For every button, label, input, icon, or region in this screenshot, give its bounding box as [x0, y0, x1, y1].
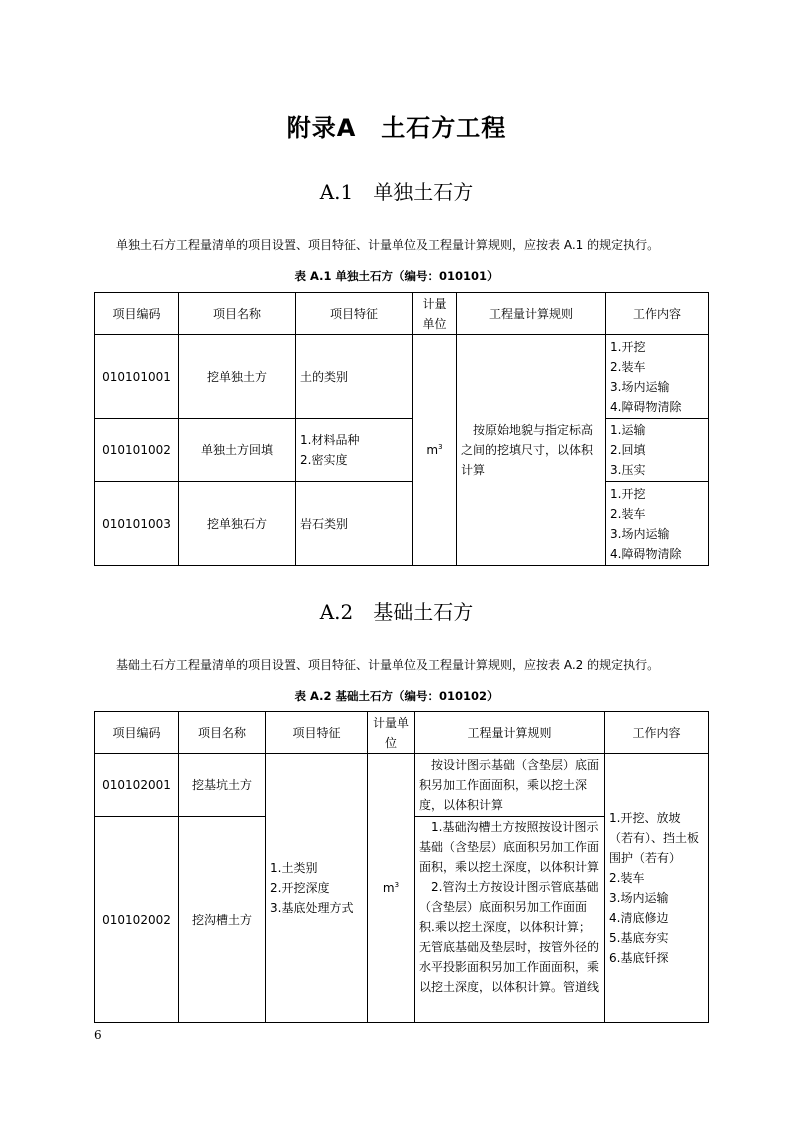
work-line: 3.场内运输	[609, 891, 669, 905]
table-a2	[94, 711, 709, 1023]
feature-line: 2.密实度	[300, 453, 348, 467]
appendix-title: 附录A 土石方工程	[286, 114, 507, 142]
header-code: 项目编码	[95, 293, 179, 335]
work-line: 3.压实	[610, 463, 646, 477]
item-features	[296, 419, 413, 482]
unit-superscript: 3	[394, 881, 400, 889]
item-features	[296, 335, 413, 419]
header-unit: 计量单位	[413, 293, 457, 335]
item-features	[266, 754, 368, 1023]
item-features	[296, 482, 413, 566]
header-work: 工作内容	[605, 712, 709, 754]
work-line: 2.装车	[610, 359, 646, 374]
work-line: 5.基底夯实	[609, 931, 669, 945]
section-a1-title: A.1 单独土石方	[319, 180, 474, 204]
table-row	[95, 419, 709, 482]
item-work	[605, 754, 709, 1023]
table-row	[95, 335, 709, 419]
item-code: 010101001	[95, 335, 179, 419]
unit-text: m	[426, 443, 439, 457]
work-line: 2.装车	[610, 506, 646, 521]
header-name: 项目名称	[179, 712, 266, 754]
header-features: 项目特征	[296, 293, 413, 335]
item-code: 010102002	[95, 817, 179, 1023]
work-line: 3.场内运输	[610, 526, 670, 541]
item-name: 单独土方回填	[179, 419, 296, 482]
work-line: 1.开挖	[610, 339, 646, 354]
table-header-row	[95, 712, 709, 754]
feature-line: 1.材料品种	[300, 433, 360, 447]
item-work	[606, 335, 709, 419]
rule-paragraph: 1.基础沟槽土方按照按设计图示基础（含垫层）底面积另加工作面面积，乘以挖土深度，以体积计算	[419, 820, 600, 874]
work-line: 4.障碍物清除	[610, 399, 682, 414]
feature-line: 岩石类别	[300, 516, 349, 531]
rule-cell	[415, 817, 605, 1023]
work-line: 2.装车	[609, 871, 645, 885]
unit-text: m	[382, 881, 395, 895]
item-name: 挖基坑土方	[179, 754, 266, 817]
section-a2-intro: 基础土石方工程量清单的项目设置、项目特征、计量单位及工程量计算规则，应按表 A.2 的规定执行。	[116, 658, 660, 672]
feature-line: 3.基底处理方式	[270, 901, 354, 915]
unit-cell	[413, 335, 457, 566]
item-code: 010102001	[95, 754, 179, 817]
rule-paragraph: 2.管沟土方按设计图示管底基础（含垫层）底面积另加工作面面积.乘以挖土深度，以体积计算；无管底基础及垫层时，按管外径的水平投影面积另加工作面面积，乘以挖土深度，以体积计算。管道线	[419, 880, 600, 994]
header-name: 项目名称	[179, 293, 296, 335]
work-line: 6.基底钎探	[609, 951, 669, 965]
section-a2-title: A.2 基础土石方	[319, 600, 474, 624]
header-unit: 计量单位	[368, 712, 415, 754]
table-a2-caption: 表 A.2 基础土石方（编号：010102）	[294, 689, 499, 703]
item-code: 010101003	[95, 482, 179, 566]
table-a1-caption: 表 A.1 单独土石方（编号：010101）	[294, 269, 499, 283]
work-line: 1.运输	[610, 423, 646, 437]
work-line: 4.清底修边	[609, 911, 669, 925]
work-line: 4.障碍物清除	[610, 546, 682, 561]
header-rule: 工程量计算规则	[457, 293, 606, 335]
work-line: 1.开挖	[610, 486, 646, 501]
rule-cell: 按设计图示基础（含垫层）底面积另加工作面面积，乘以挖土深度，以体积计算	[415, 754, 605, 817]
feature-line: 2.开挖深度	[270, 881, 330, 895]
header-work: 工作内容	[606, 293, 709, 335]
work-line: 2.回填	[610, 443, 646, 457]
item-name: 挖单独石方	[179, 482, 296, 566]
item-name: 挖单独土方	[179, 335, 296, 419]
item-name: 挖沟槽土方	[179, 817, 266, 1023]
feature-line: 1.土类别	[270, 861, 318, 875]
table-row	[95, 754, 709, 817]
unit-superscript: 3	[438, 443, 443, 451]
table-header-row	[95, 293, 709, 335]
work-line: 1.开挖、放坡（若有）、挡土板围护（若有）	[609, 811, 700, 865]
table-a1	[94, 292, 709, 566]
rule-cell: 按原始地貌与指定标高之间的挖填尺寸，以体积计算	[457, 335, 606, 566]
feature-line: 土的类别	[300, 369, 349, 384]
work-line: 3.场内运输	[610, 379, 670, 394]
header-features: 项目特征	[266, 712, 368, 754]
item-work	[606, 419, 709, 482]
section-a1-intro: 单独土石方工程量清单的项目设置、项目特征、计量单位及工程量计算规则，应按表 A.1 的规定执行。	[116, 238, 660, 252]
page-number: 6	[94, 1028, 102, 1042]
item-work	[606, 482, 709, 566]
header-rule: 工程量计算规则	[415, 712, 605, 754]
unit-cell	[368, 754, 415, 1023]
item-code: 010101002	[95, 419, 179, 482]
table-row	[95, 482, 709, 566]
header-code: 项目编码	[95, 712, 179, 754]
